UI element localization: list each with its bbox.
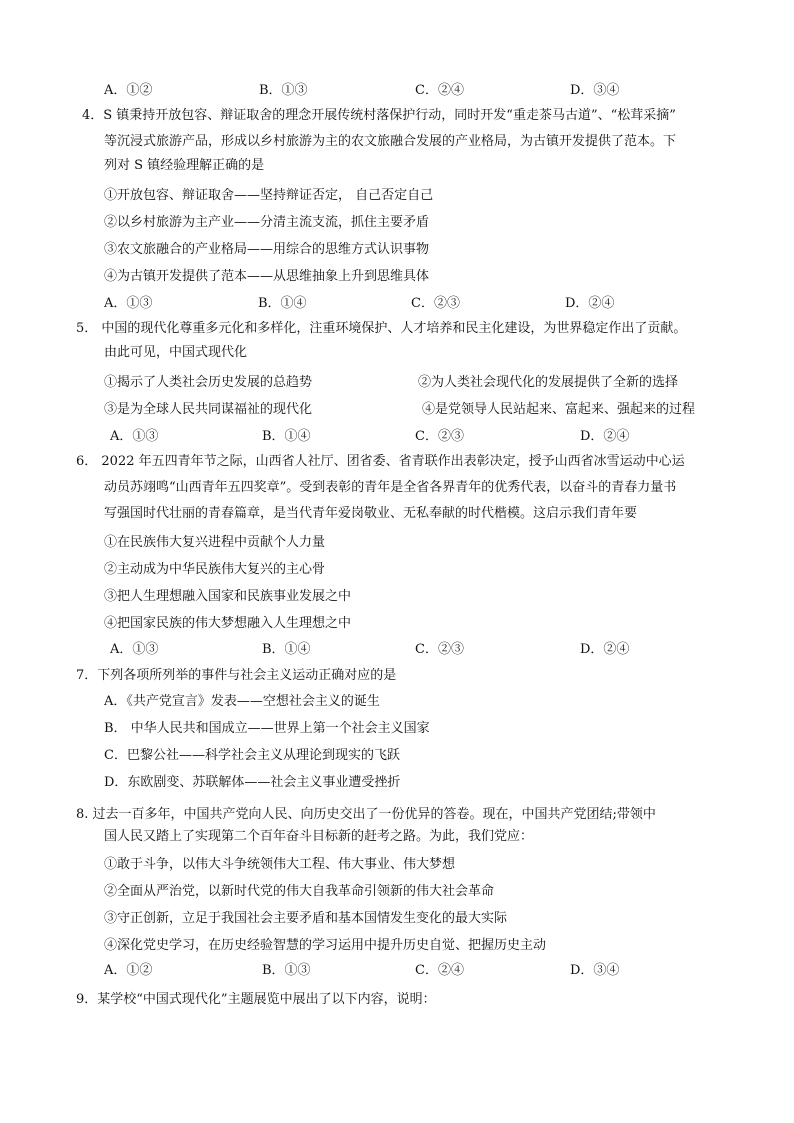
q8-item-4: ④深化党史学习，在历史经验智慧的学习运用中提升历史自觉、把握历史主动 bbox=[104, 938, 547, 953]
q6-option-d: D．②④ bbox=[580, 642, 630, 657]
q6-option-a: A．①③ bbox=[110, 642, 159, 657]
q5-option-b: B．①④ bbox=[262, 429, 311, 444]
q5-option-d: D．②④ bbox=[580, 429, 630, 444]
q6-stem-line-2: 动员苏翊鸣“山西青年五四奖章”。受到表彰的青年是全省各界青年的优秀代表，以奋斗的青春力量书 bbox=[104, 480, 677, 495]
q3-option-c: C．②④ bbox=[415, 83, 464, 98]
q4-item-3: ③农文旅融合的产业格局——用综合的思维方式认识事物 bbox=[104, 242, 430, 257]
q8-option-a: A．①② bbox=[104, 963, 153, 978]
q6-item-4: ④把国家民族的伟大梦想融入人生理想之中 bbox=[104, 616, 352, 631]
q3-option-b: B．①③ bbox=[259, 83, 308, 98]
q8-options bbox=[0, 962, 794, 980]
q4-options bbox=[0, 295, 794, 313]
q3-option-d: D．③④ bbox=[570, 83, 620, 98]
q6-options bbox=[0, 641, 794, 659]
q7-choice-d: D．东欧剧变、苏联解体——社会主义事业遭受挫折 bbox=[104, 775, 401, 790]
q8-stem-line-1: 8. 过去一百多年，中国共产党向人民、向历史交出了一份优异的答卷。现在，中国共产党团结;带领中 bbox=[76, 807, 656, 822]
q4-option-a: A．①③ bbox=[104, 296, 153, 311]
q8-option-b: B．①③ bbox=[262, 963, 311, 978]
q4-stem-line-2: 等沉浸式旅游产品，形成以乡村旅游为主的农文旅融合发展的产业格局，为古镇开发提供了范本。下 bbox=[104, 134, 677, 149]
q7-choice-a: A．《共产党宣言》发表——空想社会主义的诞生 bbox=[104, 694, 380, 709]
q5-item-4: ④是党领导人民站起来、富起来、强起来的过程 bbox=[422, 402, 696, 417]
q6-item-1: ①在民族伟大复兴进程中贡献个人力量 bbox=[104, 535, 326, 550]
q6-option-b: B．①④ bbox=[262, 642, 311, 657]
q6-stem-line-3: 写强国时代壮丽的青春篇章，是当代青年爱岗敬业、无私奉献的时代楷模。这启示我们青年要 bbox=[104, 506, 638, 521]
q5-stem-line-2: 由此可见，中国式现代化 bbox=[104, 345, 248, 360]
q6-item-3: ③把人生理想融入国家和民族事业发展之中 bbox=[104, 589, 352, 604]
q8-option-d: D．③④ bbox=[570, 963, 620, 978]
q6-option-c: C．②③ bbox=[415, 642, 464, 657]
q4-item-4: ④为古镇开发提供了范本——从思维抽象上升到思维具体 bbox=[104, 269, 430, 284]
q9-stem: 9．某学校“中国式现代化”主题展览中展出了以下内容，说明： bbox=[76, 992, 436, 1007]
q5-item-2: ②为人类社会现代化的发展提供了全新的选择 bbox=[418, 375, 679, 390]
q4-item-1: ①开放包容、辩证取舍——坚持辩证否定， 自己否定自己 bbox=[104, 188, 434, 203]
q8-item-1: ①敢于斗争，以伟大斗争统领伟大工程、伟大事业、伟大梦想 bbox=[104, 857, 456, 872]
q4-item-2: ②以乡村旅游为主产业——分清主流支流，抓住主要矛盾 bbox=[104, 215, 430, 230]
q4-option-d: D．②④ bbox=[565, 296, 615, 311]
q8-stem-line-2: 国人民又踏上了实现第二个百年奋斗目标新的赶考之路。为此，我们党应： bbox=[104, 829, 534, 844]
q8-option-c: C．②④ bbox=[415, 963, 464, 978]
q5-option-c: C．②③ bbox=[415, 429, 464, 444]
q6-stem-line-1: 6． 2022 年五四青年节之际，山西省人社厅、团省委、省青联作出表彰决定，授予山西省冰雪运动中心运 bbox=[76, 454, 685, 469]
q5-option-a: A．①③ bbox=[110, 429, 159, 444]
q7-choice-b: B． 中华人民共和国成立——世界上第一个社会主义国家 bbox=[104, 721, 430, 736]
q5-options bbox=[0, 428, 794, 446]
q4-stem-line-1: 4．S 镇秉持开放包容、辩证取舍的理念开展传统村落保护行动，同时开发“重走茶马古道”、“松茸采摘” bbox=[82, 108, 676, 123]
q7-stem: 7．下列各项所列举的事件与社会主义运动正确对应的是 bbox=[76, 668, 397, 683]
q3-options bbox=[0, 82, 794, 100]
q5-item-3: ③是为全球人民共同谋福祉的现代化 bbox=[104, 402, 313, 417]
q6-item-2: ②主动成为中华民族伟大复兴的主心骨 bbox=[104, 562, 326, 577]
q8-item-2: ②全面从严治党，以新时代党的伟大自我革命引领新的伟大社会革命 bbox=[104, 884, 495, 899]
q5-item-1: ①揭示了人类社会历史发展的总趋势 bbox=[104, 375, 313, 390]
q4-option-c: C．②③ bbox=[411, 296, 460, 311]
q5-stem-line-1: 5． 中国的现代化尊重多元化和多样化，注重环境保护、人才培养和民主化建设，为世界稳定作出了贡献。 bbox=[76, 321, 687, 336]
q7-choice-c: C．巴黎公社——科学社会主义从理论到现实的飞跃 bbox=[104, 748, 400, 763]
q4-option-b: B．①④ bbox=[258, 296, 307, 311]
q8-item-3: ③守正创新，立足于我国社会主要矛盾和基本国情发生变化的最大实际 bbox=[104, 911, 508, 926]
q4-stem-line-3: 列对 S 镇经验理解正确的是 bbox=[104, 158, 265, 173]
q3-option-a: A．①② bbox=[104, 83, 153, 98]
